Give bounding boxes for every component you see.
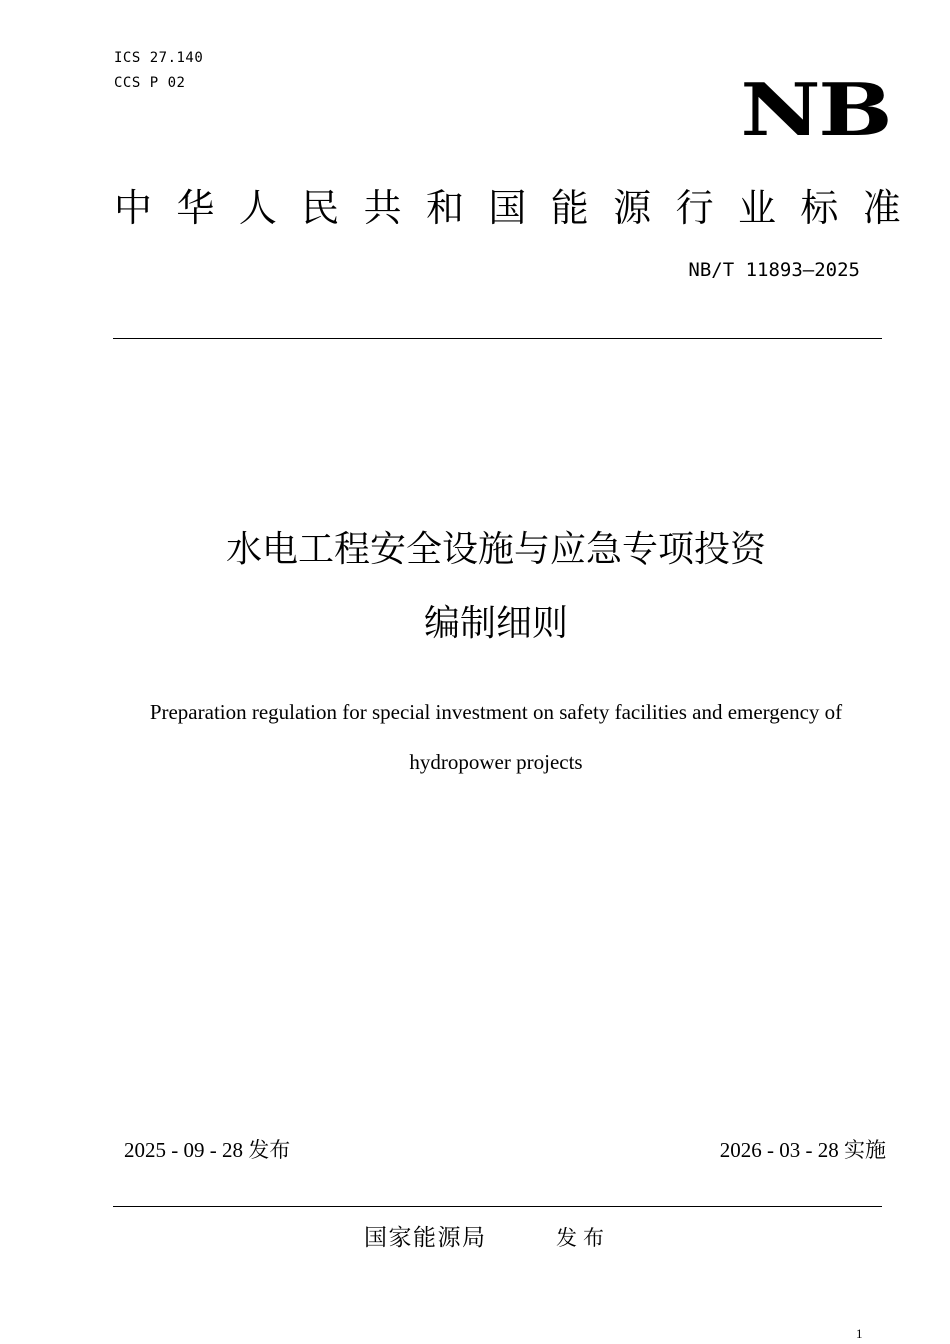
page-number: 1 xyxy=(856,1326,863,1341)
ics-code: ICS 27.140 xyxy=(114,50,204,66)
issue-label: 发布 xyxy=(556,1226,610,1250)
issue-date: 2025 - 09 - 28 发布 xyxy=(124,1138,291,1162)
bottom-divider xyxy=(113,1206,882,1207)
ccs-code: CCS P 02 xyxy=(114,75,186,91)
english-title-line-2: hydropower projects xyxy=(409,750,583,774)
implementation-date: 2026 - 03 - 28 实施 xyxy=(719,1138,886,1162)
nb-logo: NB xyxy=(740,67,891,152)
chinese-title-line-1: 水电工程安全设施与应急专项投资 xyxy=(225,529,766,570)
standard-number: NB/T 11893—2025 xyxy=(688,259,860,281)
standard-category-title: 中华人民共和国能源行业标准 xyxy=(114,186,926,230)
issuing-authority: 国家能源局 xyxy=(364,1225,487,1251)
top-divider xyxy=(113,338,882,339)
chinese-title-line-2: 编制细则 xyxy=(423,603,568,644)
english-title-line-1: Preparation regulation for special investment on safety facilities and emergency of xyxy=(149,700,843,724)
